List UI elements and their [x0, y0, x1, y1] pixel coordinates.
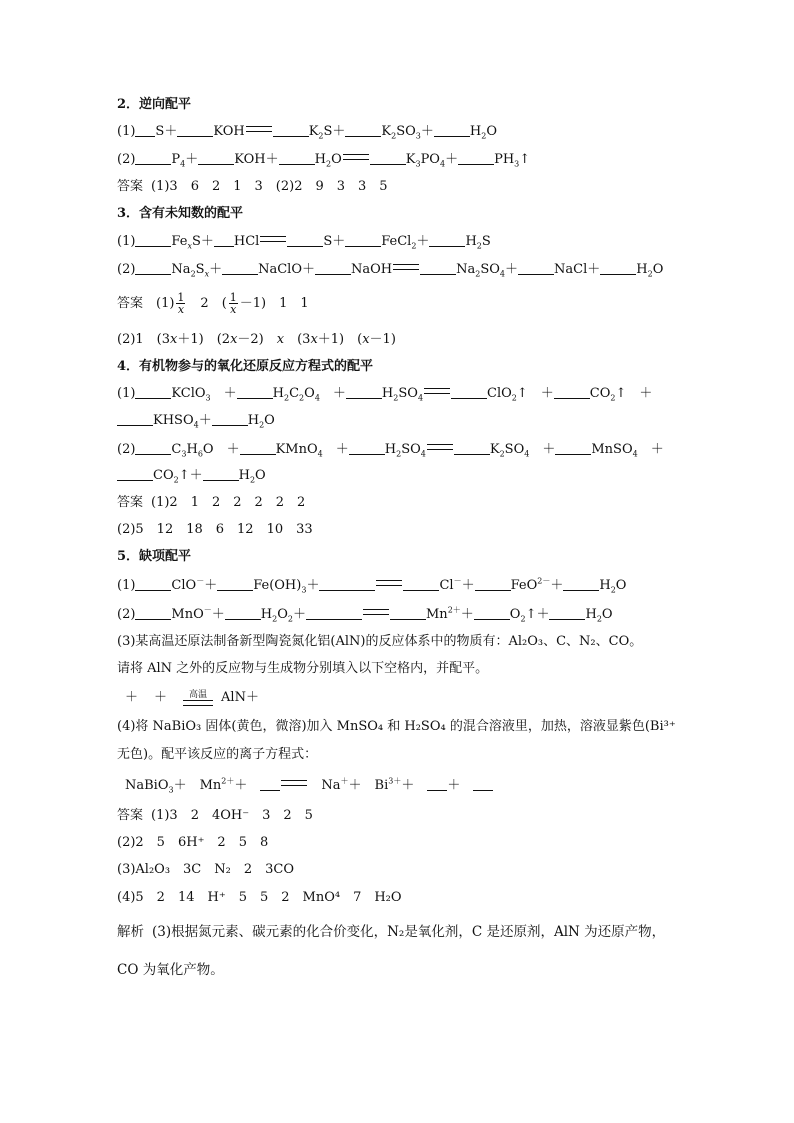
- analysis-label: 解析: [117, 924, 144, 940]
- answer-4-1: [117, 494, 305, 512]
- section-4-title: 4．有机物参与的氧化还原反应方程式的配平: [117, 359, 374, 374]
- equation-5-4: NaBiO$_3$＋ $Mn^{2+}+$ Na＋＋ $Bi^{3+}+$ ＋: [117, 777, 493, 795]
- equation-4-1a: (1) KClO$_3$ ＋ $H_2C_2O_4$ ＋ $H_2SO_4$ ClO$_2$↑ ＋ $CO_2↑$ ＋: [117, 386, 653, 403]
- section-5-title: 5．缺项配平: [117, 549, 192, 564]
- answer-2: [117, 178, 388, 196]
- question-5-3-line1: (3)某高温还原法制备新型陶瓷氮化铝(AlN)的反应体系中的物质有：Al₂O₃、C、N₂、CO。: [117, 634, 643, 649]
- answer-4-2: (2)5 12 18 6 12 10 33: [117, 522, 313, 537]
- question-5-3-line2: 请将 AlN 之外的反应物与生成物分别填入以下空格内，并配平。: [117, 661, 489, 676]
- equation-5-1: (1) $ClO^-+ Fe(OH)_3+ Cl^-+ FeO^{2-}+ H_2O$: [117, 576, 627, 595]
- question-5-4-line1: (4)将 NaBiO₃ 固体(黄色，微溶)加入 MnSO₄ 和 H₂SO₄ 的混合溶液里，加热，溶液显紫色(Bi³⁺: [117, 719, 676, 734]
- analysis-text: (3)根据氮元素、碳元素的化合价变化，N₂是氧化剂，C 是还原剂，AlN 为还原产物，: [152, 924, 666, 940]
- analysis-line1: [117, 923, 665, 941]
- equation-4-2b: $CO_2↑+ H_2O$: [117, 467, 266, 485]
- answer-label: 答案: [117, 808, 144, 823]
- answer-5-2: (2)2 5 6H⁺ 2 5 8: [117, 835, 269, 850]
- answer-label: 答案: [117, 179, 144, 194]
- equation-3-1: (1) $Fe_xS+$ HCl S＋ FeCl$_2$＋ $H_2S$: [117, 234, 491, 251]
- answer-label: 答案: [117, 495, 144, 510]
- equation-2-1: (1) S＋ KOH $K_2S+ K_2SO_3+ H_2O$: [117, 124, 498, 141]
- answer-text: (1)3 6 2 1 3 (2)2 9 3 3 5: [151, 179, 388, 194]
- analysis-line2: CO 为氧化产物。: [117, 962, 224, 978]
- equation-2-2: (2) $P_4+ KOH+ H_2O$ $K_3PO_4+$ $PH_3↑$: [117, 152, 531, 169]
- equation-3-2: (2) $Na_2S_x+$ NaClO＋ NaOH $Na_2SO_4+$ NaCl＋ $H_2O$: [117, 262, 664, 279]
- answer-text: (1)3 2 4OH⁻ 3 2 5: [151, 808, 313, 823]
- reaction-condition: 高温: [189, 689, 208, 700]
- equation-5-3: ＋ ＋ 高温 AlN＋: [125, 689, 259, 705]
- section-2-title: 2．逆向配平: [117, 97, 192, 112]
- answer-3-1: 答案 (1) $\frac{1}{x}$ 2 ( $\frac{1}{x}$ －1) 1 1: [117, 291, 309, 316]
- equation-4-2a: (2) $C_3H_6O$ ＋ KMnO$_4$ ＋ $H_2SO_4$ $K_2SO_4$ ＋ MnSO$_4$ ＋: [117, 442, 664, 459]
- equation-5-2: (2) $MnO^-+ H_2O_2+ Mn^{2+}+$ $O_2↑+ H_2O$: [117, 605, 613, 624]
- answer-5-4: (4)5 2 14 H⁺ 5 5 2 MnO⁴ 7 H₂O: [117, 890, 402, 905]
- question-5-4-line2: 无色)。配平该反应的离子方程式：: [117, 747, 318, 762]
- answer-3-2: (2)1 (3x＋1) (2x－2) x (3x＋1) (x－1): [117, 332, 396, 347]
- answer-5-3: (3)Al₂O₃ 3C N₂ 2 3CO: [117, 862, 294, 877]
- equation-4-1b: $KHSO_4+ H_2O$: [117, 412, 275, 430]
- answer-text: (1)2 1 2 2 2 2 2: [151, 495, 306, 510]
- answer-5-1: [117, 807, 313, 825]
- section-3-title: 3．含有未知数的配平: [117, 206, 244, 221]
